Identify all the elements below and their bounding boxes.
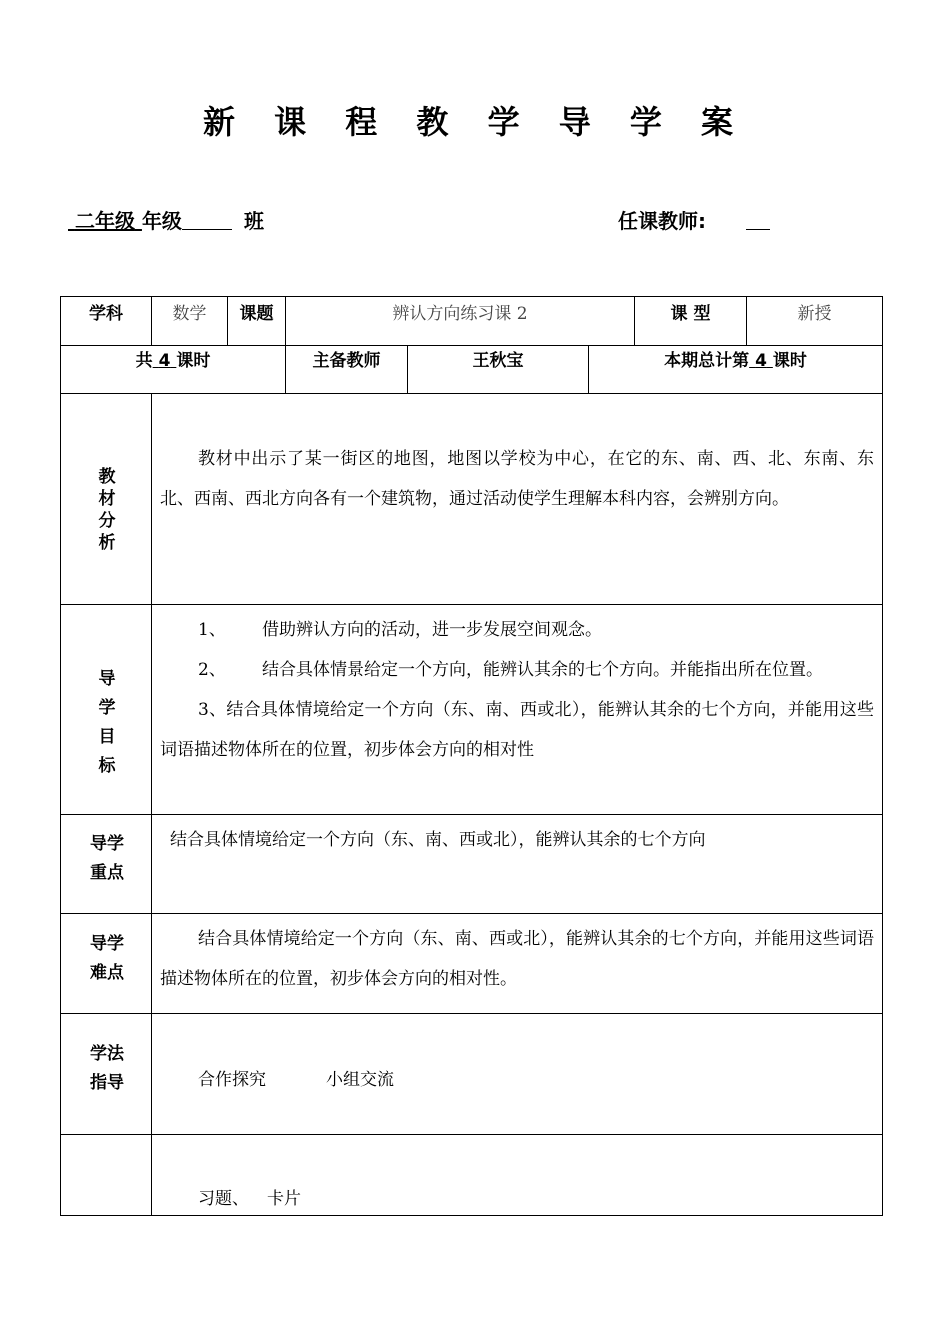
goals-label-4: 标: [98, 756, 116, 776]
class-label: 班: [243, 209, 264, 233]
total-suffix: 课时: [176, 351, 211, 371]
subject-label-cell: [60, 296, 152, 346]
analysis-label-3: 分: [98, 511, 116, 531]
analysis-text: 教材中出示了某一街区的地图，地图以学校为中心，在它的东、南、西、北、东南、东北、西南、西北方向各有一个建筑物，通过活动使学生理解本科内容，会辨别方向。: [160, 449, 874, 509]
total-num: 4: [158, 351, 171, 371]
class-blank: [182, 209, 232, 230]
key-points-label-2: 重点: [90, 863, 124, 883]
goals-label-2: 学: [98, 698, 116, 718]
method-1: 合作探究: [198, 1070, 266, 1090]
period-prefix: 本期总计第: [664, 351, 750, 371]
difficulties-label-cell: [60, 914, 152, 1014]
analysis-label-cell: [60, 394, 152, 605]
period-suffix: 课时: [772, 351, 807, 371]
difficulties-text: 结合具体情境给定一个方向（东、南、西或北），能辨认其余的七个方向，并能用这些词语描述物体所在的位置，初步体会方向的相对性。: [160, 929, 874, 989]
methods-label-1: 学法: [90, 1044, 124, 1064]
total-prefix: 共: [135, 351, 153, 371]
type-label-cell: [635, 296, 747, 346]
analysis-label-4: 析: [98, 533, 116, 553]
grade-value: 二年级: [74, 209, 135, 233]
materials-label-cell: [60, 1135, 152, 1216]
key-points-cell: [152, 815, 883, 914]
methods-label-2: 指导: [90, 1073, 124, 1093]
goal-item-1: 1、 借助辨认方向的活动，进一步发展空间观念。: [198, 620, 602, 640]
analysis-label-1: 教: [98, 467, 116, 487]
key-points-label-cell: [60, 815, 152, 914]
analysis-label-2: 材: [98, 489, 116, 509]
total-hours-cell: [60, 346, 286, 394]
teacher-label: 任课教师:: [618, 209, 706, 233]
topic-label-cell: [228, 296, 286, 346]
goals-label-cell: [60, 605, 152, 815]
goal-item-3: 3、结合具体情境给定一个方向（东、南、西或北），能辨认其余的七个方向，并能用这些词语描述物体所在的位置，初步体会方向的相对性: [160, 700, 874, 760]
goals-label-3: 目: [98, 727, 116, 747]
lead-teacher-value: 王秋宝: [472, 351, 524, 371]
methods-label-cell: [60, 1014, 152, 1135]
lead-teacher-label: 主备教师: [312, 351, 381, 371]
subject-cell: [152, 296, 228, 346]
grade-class-line: [68, 206, 264, 236]
teacher-blank: [746, 209, 770, 230]
grade-suffix: 年级: [141, 209, 182, 233]
goals-cell: [152, 605, 883, 815]
type-value: 新授: [797, 304, 832, 324]
materials-cell: [152, 1135, 883, 1216]
period-cell: [589, 346, 883, 394]
lead-teacher-cell: [408, 346, 589, 394]
page-title: 新 课 程 教 学 导 学 案: [203, 103, 747, 141]
goals-label-1: 导: [98, 669, 116, 689]
key-points-text: 结合具体情境给定一个方向（东、南、西或北），能辨认其余的七个方向: [170, 830, 706, 850]
difficulties-label-1: 导学: [90, 934, 124, 954]
type-label: 课 型: [670, 304, 711, 324]
key-points-label-1: 导学: [90, 834, 124, 854]
method-2: 小组交流: [326, 1070, 394, 1090]
difficulties-cell: [152, 914, 883, 1014]
lead-teacher-label-cell: [286, 346, 408, 394]
topic-label: 课题: [239, 304, 274, 324]
type-cell: [747, 296, 883, 346]
material-1: 习题、: [198, 1189, 249, 1209]
analysis-cell: [152, 394, 883, 605]
topic-cell: [286, 296, 635, 346]
subject-label: 学科: [89, 304, 123, 324]
teacher-line: [618, 206, 770, 236]
material-2: 卡片: [267, 1189, 301, 1209]
subject-value: 数学: [172, 304, 207, 324]
difficulties-label-2: 难点: [90, 963, 124, 983]
topic-value: 辨认方向练习课 2: [392, 304, 528, 324]
methods-cell: [152, 1014, 883, 1135]
goal-item-2: 2、 结合具体情景给定一个方向，能辨认其余的七个方向。并能指出所在位置。: [198, 660, 823, 680]
period-num: 4: [755, 351, 767, 371]
